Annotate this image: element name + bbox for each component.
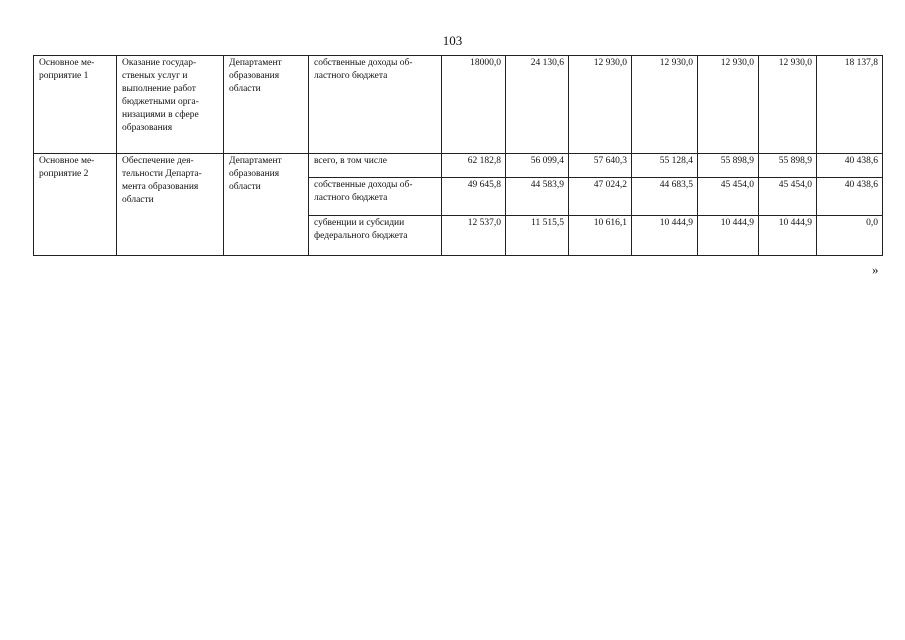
value-cell: 45 454,0 bbox=[698, 178, 759, 216]
value-cell: 56 099,4 bbox=[506, 154, 569, 178]
source-cell bbox=[309, 178, 442, 216]
closing-quote-mark: » bbox=[872, 262, 879, 277]
value-cell: 44 583,9 bbox=[506, 178, 569, 216]
value-cell: 49 645,8 bbox=[442, 178, 506, 216]
value-cell: 12 930,0 bbox=[759, 56, 817, 154]
value-cell: 10 444,9 bbox=[759, 216, 817, 256]
value-cell: 12 930,0 bbox=[698, 56, 759, 154]
value-cell: 18000,0 bbox=[442, 56, 506, 154]
value-cell: 12 537,0 bbox=[442, 216, 506, 256]
value-cell: 10 444,9 bbox=[698, 216, 759, 256]
value-cell: 40 438,6 bbox=[817, 178, 883, 216]
measure-cell bbox=[34, 56, 117, 154]
value-cell: 55 128,4 bbox=[632, 154, 698, 178]
value-cell: 55 898,9 bbox=[759, 154, 817, 178]
value-cell: 55 898,9 bbox=[698, 154, 759, 178]
value-cell: 0,0 bbox=[817, 216, 883, 256]
value-cell: 57 640,3 bbox=[569, 154, 632, 178]
source-cell bbox=[309, 216, 442, 256]
description-label: Оказание государ- ственых услуг и выполнение работ бюджетными орга- низациями в сфере образования bbox=[122, 58, 199, 133]
executor-cell bbox=[224, 56, 309, 154]
budget-table bbox=[33, 55, 883, 256]
value-cell: 10 616,1 bbox=[569, 216, 632, 256]
measure-label: Основное ме- роприятие 2 bbox=[39, 156, 95, 179]
value-cell: 24 130,6 bbox=[506, 56, 569, 154]
source-label: собственные доходы об- ластного бюджета bbox=[314, 58, 413, 81]
measure-cell bbox=[34, 154, 117, 256]
source-cell bbox=[309, 56, 442, 154]
value-cell: 10 444,9 bbox=[632, 216, 698, 256]
table-row-measure-1 bbox=[34, 56, 883, 154]
table-row-measure-2 bbox=[34, 154, 883, 178]
value-cell: 12 930,0 bbox=[632, 56, 698, 154]
measure-label: Основное ме- роприятие 1 bbox=[39, 58, 95, 81]
value-cell: 12 930,0 bbox=[569, 56, 632, 154]
executor-label: Департамент образования области bbox=[229, 58, 282, 94]
source-cell bbox=[309, 154, 442, 178]
executor-cell bbox=[224, 154, 309, 256]
value-cell: 40 438,6 bbox=[817, 154, 883, 178]
source-label: собственные доходы об- ластного бюджета bbox=[314, 180, 413, 203]
executor-label: Департамент образования области bbox=[229, 156, 282, 192]
description-cell bbox=[117, 56, 224, 154]
source-label: субвенции и субсидии федерального бюджета bbox=[314, 218, 408, 241]
page-number: 103 bbox=[442, 33, 463, 48]
value-cell: 18 137,8 bbox=[817, 56, 883, 154]
value-cell: 11 515,5 bbox=[506, 216, 569, 256]
value-cell: 62 182,8 bbox=[442, 154, 506, 178]
value-cell: 44 683,5 bbox=[632, 178, 698, 216]
source-label: всего, в том числе bbox=[314, 156, 388, 166]
value-cell: 45 454,0 bbox=[759, 178, 817, 216]
value-cell: 47 024,2 bbox=[569, 178, 632, 216]
description-label: Обеспечение дея- тельности Департа- мента образования области bbox=[122, 156, 202, 205]
description-cell bbox=[117, 154, 224, 256]
